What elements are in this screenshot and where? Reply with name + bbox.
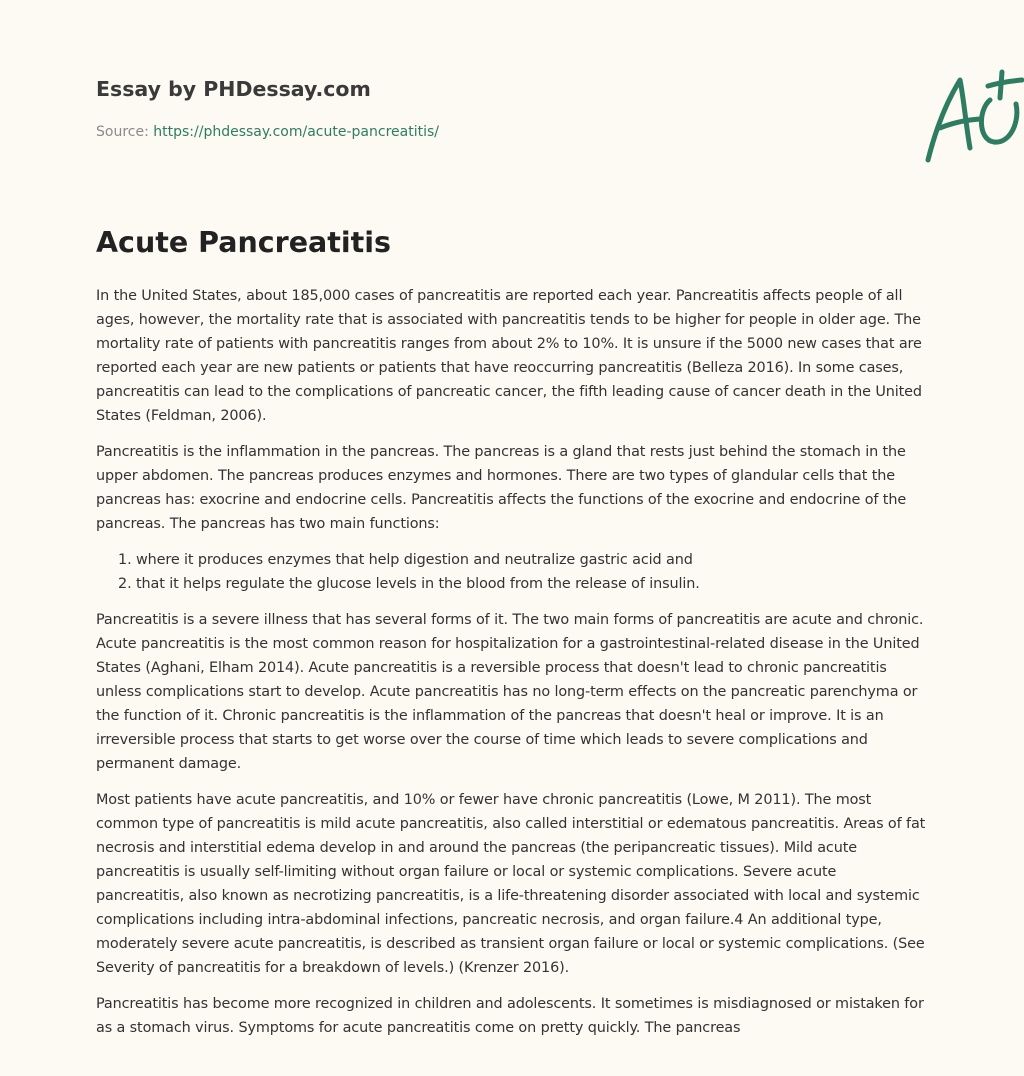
source-label: Source: xyxy=(96,124,154,140)
essay-title: Acute Pancreatitis xyxy=(96,226,392,259)
paragraph-1: In the United States, about 185,000 cases of pancreatitis are reported each year. Pancreatitis affects people of all ages, however, the mortality rate that is associated with pancreatitis tends to be higher for people in older age. The mortality rate of patients with pancreatitis ranges from about 2% to 10%. It is unsure if the 5000 new cases that are reported each year are new patients or patients that have reoccurring pancreatitis (Belleza 2016). In some cases, pancreatitis can lead to the complications of pancreatic cancer, the fifth leading cause of cancer death in the United States (Feldman, 2006). xyxy=(96,288,922,424)
paragraph-4: Most patients have acute pancreatitis, and 10% or fewer have chronic pancreatitis (Lowe, M 2011). The most common type of pancreatitis is mild acute pancreatitis, also called interstitial or edematous pancreatitis. Areas of fat necrosis and interstitial edema develop in and around the pancreas (the peripancreatic tissues). Mild acute pancreatitis is usually self-limiting without organ failure or local or systemic complications. Severe acute pancreatitis, also known as necrotizing pancreatitis, is a life-threatening disorder associated with local and systemic complications including intra-abdominal infections, pancreatic necrosis, and organ failure.4 An additional type, moderately severe acute pancreatitis, is described as transient organ failure or local or systemic complications. (See Severity of pancreatitis for a breakdown of levels.) (Krenzer 2016). xyxy=(96,792,926,976)
paragraph-3: Pancreatitis is a severe illness that has several forms of it. The two main forms of pancreatitis are acute and chronic. Acute pancreatitis is the most common reason for hospitalization for a gastrointestinal-related disease in the United States (Aghani, Elham 2014). Acute pancreatitis is a reversible process that doesn't lead to chronic pancreatitis unless complications start to develop. Acute pancreatitis has no long-term effects on the pancreatic parenchyma or the function of it. Chronic pancreatitis is the inflammation of the pancreas that doesn't heal or improve. It is an irreversible process that starts to get worse over the course of time which leads to severe complications and permanent damage. xyxy=(96,612,924,772)
paragraph-5: Pancreatitis has become more recognized in children and adolescents. It sometimes is misdiagnosed or mistaken for as a stomach virus. Symptoms for acute pancreatitis come on pretty quickly. The pancreas xyxy=(96,996,924,1036)
essay-body xyxy=(96,284,928,1052)
paragraph-2: Pancreatitis is the inflammation in the pancreas. The pancreas is a gland that rests just behind the stomach in the upper abdomen. The pancreas produces enzymes and hormones. There are two types of glandular cells that the pancreas has: exocrine and endocrine cells. Pancreatitis affects the functions of the exocrine and endocrine of the pancreas. The pancreas has two main functions: xyxy=(96,444,907,532)
source-line xyxy=(96,124,439,140)
source-link[interactable]: https://phdessay.com/acute-pancreatitis/ xyxy=(153,124,439,140)
functions-list xyxy=(96,548,928,596)
list-item: 1. where it produces enzymes that help digestion and neutralize gastric acid and xyxy=(136,548,928,572)
list-item: 2. that it helps regulate the glucose levels in the blood from the release of insulin. xyxy=(136,572,928,596)
site-title: Essay by PHDessay.com xyxy=(96,77,371,101)
a-plus-logo-icon xyxy=(920,66,1024,164)
